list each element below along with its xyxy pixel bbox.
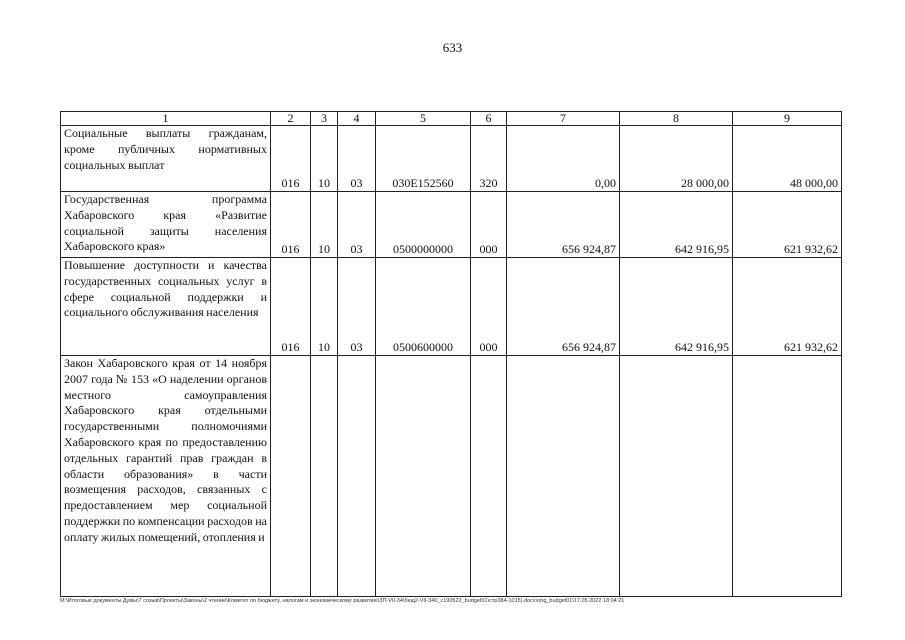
amount-col7: 0,00: [507, 126, 620, 192]
file-path-footer: M:\Итоговые документы Думы\7 созыв\Проекты\Законы\2 чтение\Комитет по бюджету, налогам и экономическому развитию\ЗП-VII-34\бюд2-VII-340_с190522_budget01\стр384-1015).docx\orig_budget01\17.05.2022 18:04:21: [60, 598, 625, 604]
header-cell: 5: [376, 112, 471, 126]
row-name: Повышение доступности и качества государственных социальных услуг в сфере социальной поддержки и социального обслуживания населения: [61, 258, 271, 356]
target-article-code: [376, 356, 471, 597]
amount-col7: 656 924,87: [507, 258, 620, 356]
table-row: [61, 258, 842, 356]
section-code: [311, 356, 338, 597]
amount-col8: [620, 356, 733, 597]
section-code: 10: [311, 192, 338, 258]
expense-type-code: 000: [471, 192, 507, 258]
header-row: [61, 112, 842, 126]
amount-col8: 642 916,95: [620, 258, 733, 356]
header-cell: 9: [733, 112, 842, 126]
expense-type-code: [471, 356, 507, 597]
subsection-code: 03: [338, 258, 376, 356]
budget-table: [60, 111, 842, 597]
amount-col7: [507, 356, 620, 597]
row-name: Государственная программа Хабаровского края «Развитие социальной защиты населения Хабаровского края»: [61, 192, 271, 258]
section-code: 10: [311, 126, 338, 192]
header-cell: 4: [338, 112, 376, 126]
target-article-code: 0500000000: [376, 192, 471, 258]
subsection-code: 03: [338, 126, 376, 192]
subsection-code: 03: [338, 192, 376, 258]
table-row: [61, 356, 842, 597]
header-cell: 7: [507, 112, 620, 126]
target-article-code: 0500600000: [376, 258, 471, 356]
subsection-code: [338, 356, 376, 597]
page-number: 633: [442, 40, 463, 55]
header-cell: 6: [471, 112, 507, 126]
ministry-code: 016: [271, 192, 311, 258]
ministry-code: 016: [271, 126, 311, 192]
header-cell: 3: [311, 112, 338, 126]
amount-col8: 642 916,95: [620, 192, 733, 258]
amount-col8: 28 000,00: [620, 126, 733, 192]
header-cell: 1: [61, 112, 271, 126]
row-name: Социальные выплаты гражданам, кроме публичных нормативных социальных выплат: [61, 126, 271, 192]
header-cell: 2: [271, 112, 311, 126]
amount-col9: 48 000,00: [733, 126, 842, 192]
section-code: 10: [311, 258, 338, 356]
amount-col9: 621 932,62: [733, 258, 842, 356]
ministry-code: [271, 356, 311, 597]
expense-type-code: 000: [471, 258, 507, 356]
amount-col9: 621 932,62: [733, 192, 842, 258]
header-cell: 8: [620, 112, 733, 126]
amount-col7: 656 924,87: [507, 192, 620, 258]
expense-type-code: 320: [471, 126, 507, 192]
table-row: [61, 192, 842, 258]
ministry-code: 016: [271, 258, 311, 356]
amount-col9: [733, 356, 842, 597]
table-row: [61, 126, 842, 192]
row-name: Закон Хабаровского края от 14 ноября 2007 года № 153 «О наделении органов местного самоуправления Хабаровского края отдельными государственными полномочиями Хабаровского края по предоставлению отдельных гарантий прав граждан в области образования» в части возмещения расходов, связанных с предоставлением мер социальной поддержки по компенсации расходов на оплату жилых помещений, отопления и: [61, 356, 271, 597]
target-article-code: 030E152560: [376, 126, 471, 192]
